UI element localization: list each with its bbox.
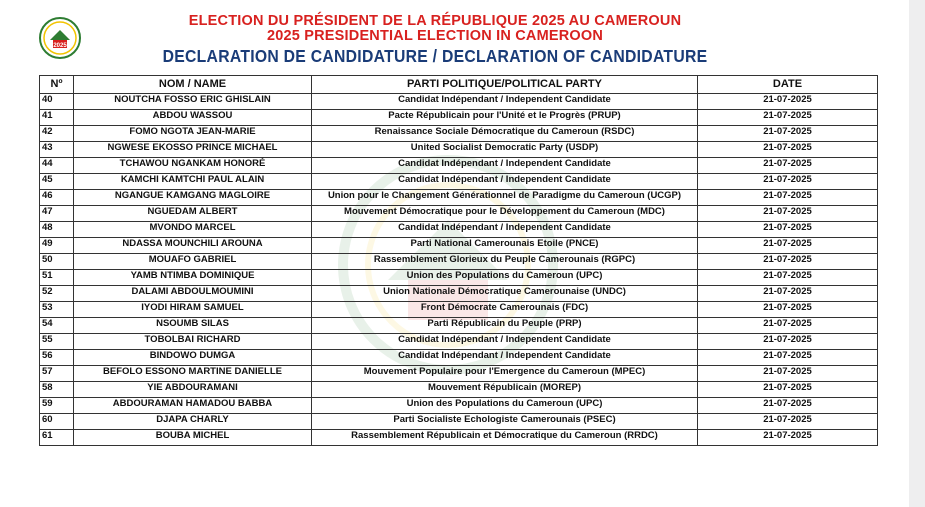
cell-number: 42 <box>40 126 74 142</box>
column-header-party: PARTI POLITIQUE/POLITICAL PARTY <box>312 76 698 94</box>
table-row <box>40 366 878 382</box>
cell-number: 53 <box>40 302 74 318</box>
column-header-date: DATE <box>698 76 878 94</box>
cell-name: NGANGUE KAMGANG MAGLOIRE <box>74 190 312 206</box>
table-row <box>40 110 878 126</box>
cell-party: Candidat Indépendant / Independent Candidate <box>312 174 698 190</box>
cell-date: 21-07-2025 <box>698 206 878 222</box>
cell-name: NSOUMB SILAS <box>74 318 312 334</box>
cell-number: 56 <box>40 350 74 366</box>
cell-number: 45 <box>40 174 74 190</box>
cell-number: 43 <box>40 142 74 158</box>
cell-date: 21-07-2025 <box>698 238 878 254</box>
cell-party: Renaissance Sociale Démocratique du Cameroun (RSDC) <box>312 126 698 142</box>
cell-number: 54 <box>40 318 74 334</box>
cell-number: 48 <box>40 222 74 238</box>
cell-name: DALAMI ABDOULMOUMINI <box>74 286 312 302</box>
cell-date: 21-07-2025 <box>698 302 878 318</box>
cell-number: 60 <box>40 414 74 430</box>
cell-number: 50 <box>40 254 74 270</box>
cell-party: Union Nationale Démocratique Camerounaise (UNDC) <box>312 286 698 302</box>
cell-name: TOBOLBAI RICHARD <box>74 334 312 350</box>
cell-party: Union des Populations du Cameroun (UPC) <box>312 398 698 414</box>
cell-party: Rassemblement Républicain et Démocratique du Cameroun (RRDC) <box>312 430 698 446</box>
cell-number: 58 <box>40 382 74 398</box>
cell-party: Rassemblement Glorieux du Peuple Camerounais (RGPC) <box>312 254 698 270</box>
table-row <box>40 382 878 398</box>
cell-party: Front Démocrate Camerounais (FDC) <box>312 302 698 318</box>
cell-party: Union des Populations du Cameroun (UPC) <box>312 270 698 286</box>
cell-name: BINDOWO DUMGA <box>74 350 312 366</box>
table-row <box>40 254 878 270</box>
cell-party: Mouvement Démocratique pour le Développement du Cameroun (MDC) <box>312 206 698 222</box>
cell-date: 21-07-2025 <box>698 286 878 302</box>
cell-number: 51 <box>40 270 74 286</box>
table-row <box>40 206 878 222</box>
table-row <box>40 222 878 238</box>
cell-party: Parti National Camerounais Etoile (PNCE) <box>312 238 698 254</box>
cell-name: MOUAFO GABRIEL <box>74 254 312 270</box>
cell-date: 21-07-2025 <box>698 430 878 446</box>
table-row <box>40 414 878 430</box>
candidates-table <box>39 75 878 446</box>
cell-date: 21-07-2025 <box>698 350 878 366</box>
cell-name: NGUEDAM ALBERT <box>74 206 312 222</box>
cell-number: 49 <box>40 238 74 254</box>
elections-emblem-icon <box>38 16 82 60</box>
cell-number: 52 <box>40 286 74 302</box>
cell-name: FOMO NGOTA JEAN-MARIE <box>74 126 312 142</box>
cell-date: 21-07-2025 <box>698 174 878 190</box>
cell-date: 21-07-2025 <box>698 382 878 398</box>
table-row <box>40 318 878 334</box>
cell-party: Candidat Indépendant / Independent Candidate <box>312 222 698 238</box>
cell-name: BEFOLO ESSONO MARTINE DANIELLE <box>74 366 312 382</box>
cell-name: DJAPA CHARLY <box>74 414 312 430</box>
cell-date: 21-07-2025 <box>698 414 878 430</box>
cell-date: 21-07-2025 <box>698 334 878 350</box>
table-row <box>40 94 878 110</box>
title-french: ELECTION DU PRÉSIDENT DE LA RÉPUBLIQUE 2025 AU CAMEROUN <box>188 13 682 29</box>
page-edge-strip <box>909 0 925 507</box>
cell-date: 21-07-2025 <box>698 366 878 382</box>
cell-party: Mouvement Républicain (MOREP) <box>312 382 698 398</box>
cell-name: NDASSA MOUNCHILI AROUNA <box>74 238 312 254</box>
cell-date: 21-07-2025 <box>698 110 878 126</box>
cell-party: Parti Socialiste Echologiste Camerounais (PSEC) <box>312 414 698 430</box>
cell-date: 21-07-2025 <box>698 222 878 238</box>
table-row <box>40 430 878 446</box>
svg-text:2025: 2025 <box>53 43 67 49</box>
cell-name: YIE ABDOURAMANI <box>74 382 312 398</box>
table-header-row <box>40 76 878 94</box>
table-row <box>40 302 878 318</box>
table-row <box>40 334 878 350</box>
cell-party: Mouvement Populaire pour l'Emergence du Cameroun (MPEC) <box>312 366 698 382</box>
header <box>90 14 780 67</box>
cell-number: 41 <box>40 110 74 126</box>
cell-party: Candidat Indépendant / Independent Candidate <box>312 334 698 350</box>
table-row <box>40 126 878 142</box>
cell-party: Candidat Indépendant / Independent Candidate <box>312 158 698 174</box>
cell-number: 47 <box>40 206 74 222</box>
cell-party: Candidat Indépendant / Independent Candidate <box>312 350 698 366</box>
cell-party: Union pour le Changement Générationnel de Paradigme du Cameroun (UCGP) <box>312 190 698 206</box>
cell-date: 21-07-2025 <box>698 190 878 206</box>
cell-date: 21-07-2025 <box>698 270 878 286</box>
cell-number: 46 <box>40 190 74 206</box>
table-row <box>40 270 878 286</box>
cell-party: Pacte Républicain pour l'Unité et le Progrès (PRUP) <box>312 110 698 126</box>
table-row <box>40 350 878 366</box>
cell-name: KAMCHI KAMTCHI PAUL ALAIN <box>74 174 312 190</box>
table-row <box>40 286 878 302</box>
cell-number: 44 <box>40 158 74 174</box>
column-header-name: NOM / NAME <box>74 76 312 94</box>
cell-date: 21-07-2025 <box>698 318 878 334</box>
cell-number: 40 <box>40 94 74 110</box>
cell-name: IYODI HIRAM SAMUEL <box>74 302 312 318</box>
cell-number: 57 <box>40 366 74 382</box>
cell-name: ABDOU WASSOU <box>74 110 312 126</box>
cell-name: YAMB NTIMBA DOMINIQUE <box>74 270 312 286</box>
cell-party: Candidat Indépendant / Independent Candidate <box>312 94 698 110</box>
table-row <box>40 190 878 206</box>
cell-name: MVONDO MARCEL <box>74 222 312 238</box>
cell-name: TCHAWOU NGANKAM HONORÉ <box>74 158 312 174</box>
cell-name: NGWESE EKOSSO PRINCE MICHAEL <box>74 142 312 158</box>
table-row <box>40 398 878 414</box>
table-row <box>40 174 878 190</box>
cell-date: 21-07-2025 <box>698 94 878 110</box>
cell-number: 59 <box>40 398 74 414</box>
cell-party: Parti Républicain du Peuple (PRP) <box>312 318 698 334</box>
table-row <box>40 238 878 254</box>
cell-number: 61 <box>40 430 74 446</box>
cell-name: BOUBA MICHEL <box>74 430 312 446</box>
title-english: 2025 PRESIDENTIAL ELECTION IN CAMEROON <box>266 28 604 44</box>
cell-date: 21-07-2025 <box>698 126 878 142</box>
cell-number: 55 <box>40 334 74 350</box>
cell-date: 21-07-2025 <box>698 398 878 414</box>
cell-name: NOUTCHA FOSSO ERIC GHISLAIN <box>74 94 312 110</box>
declaration-title: DECLARATION DE CANDIDATURE / DECLARATION OF CANDIDATURE <box>162 46 708 66</box>
cell-date: 21-07-2025 <box>698 142 878 158</box>
cell-name: ABDOURAMAN HAMADOU BABBA <box>74 398 312 414</box>
cell-date: 21-07-2025 <box>698 254 878 270</box>
table-row <box>40 142 878 158</box>
cell-party: United Socialist Democratic Party (USDP) <box>312 142 698 158</box>
table-row <box>40 158 878 174</box>
column-header-number: Nº <box>40 76 74 94</box>
cell-date: 21-07-2025 <box>698 158 878 174</box>
